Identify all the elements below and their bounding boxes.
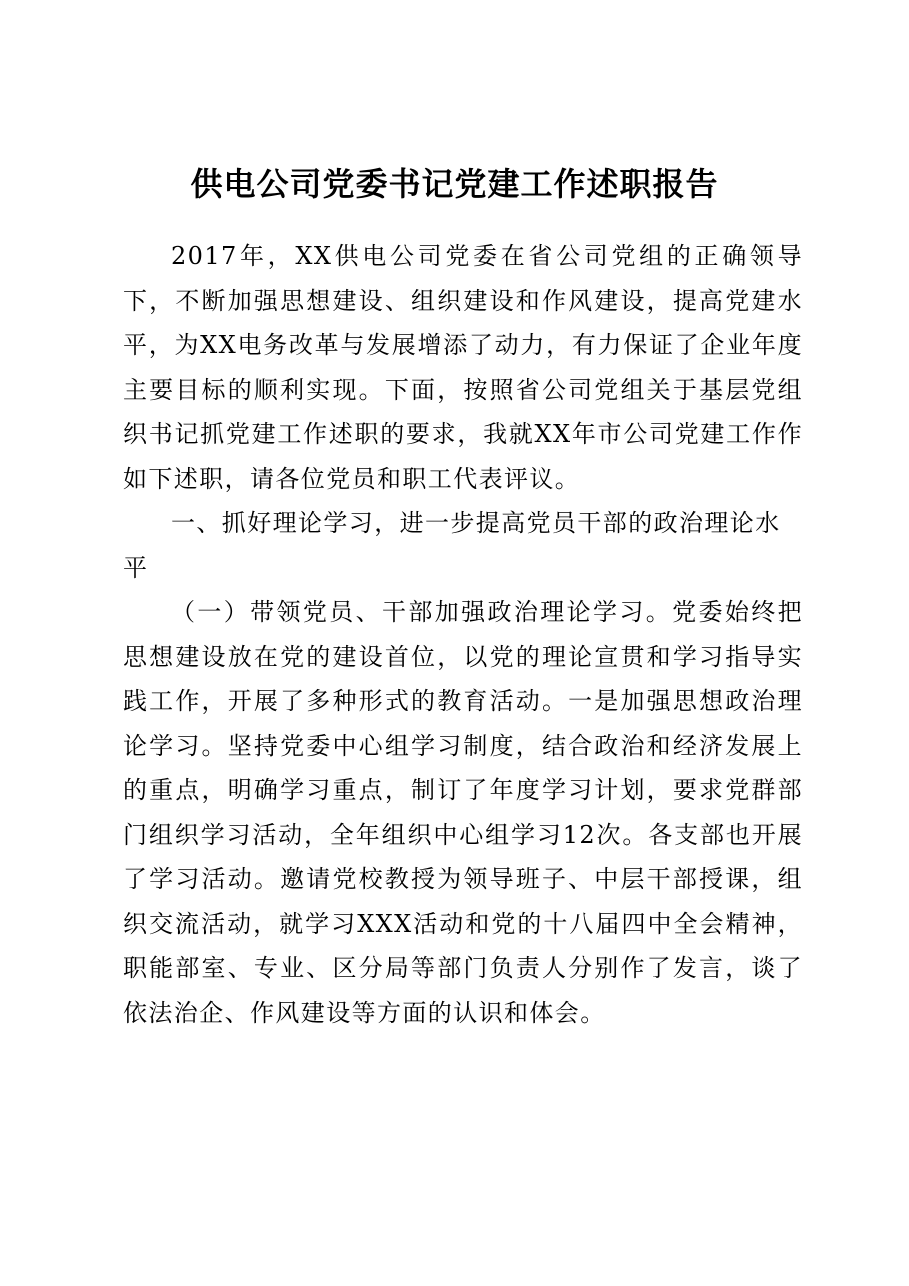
intro-paragraph: 2017年，XX供电公司党委在省公司党组的正确领导下，不断加强思想建设、组织建设和作风建设，提高党建水平，为XX电务改革与发展增添了动力，有力保证了企业年度主要目标的顺利实现。下面，按照省公司党组关于基层党组织书记抓党建工作述职的要求，我就XX年市公司党建工作作如下述职，请各位党员和职工代表评议。: [123, 242, 803, 493]
document-title: 供电公司党委书记党建工作述职报告: [190, 165, 719, 203]
document-body: [123, 234, 803, 1035]
section-heading: 一、抓好理论学习，进一步提高党员干部的政治理论水平: [123, 509, 781, 582]
subsection-paragraph: （一）带领党员、干部加强政治理论学习。党委始终把思想建设放在党的建设首位，以党的理论宣贯和学习指导实践工作，开展了多种形式的教育活动。一是加强思想政治理论学习。坚持党委中心组学习制度，结合政治和经济发展上的重点，明确学习重点，制订了年度学习计划，要求党群部门组织学习活动，全年组织中心组学习12次。各支部也开展了学习活动。邀请党校教授为领导班子、中层干部授课，组织交流活动，就学习XXX活动和党的十八届四中全会精神，职能部室、专业、区分局等部门负责人分别作了发言，谈了依法治企、作风建设等方面的认识和体会。: [123, 598, 803, 1027]
